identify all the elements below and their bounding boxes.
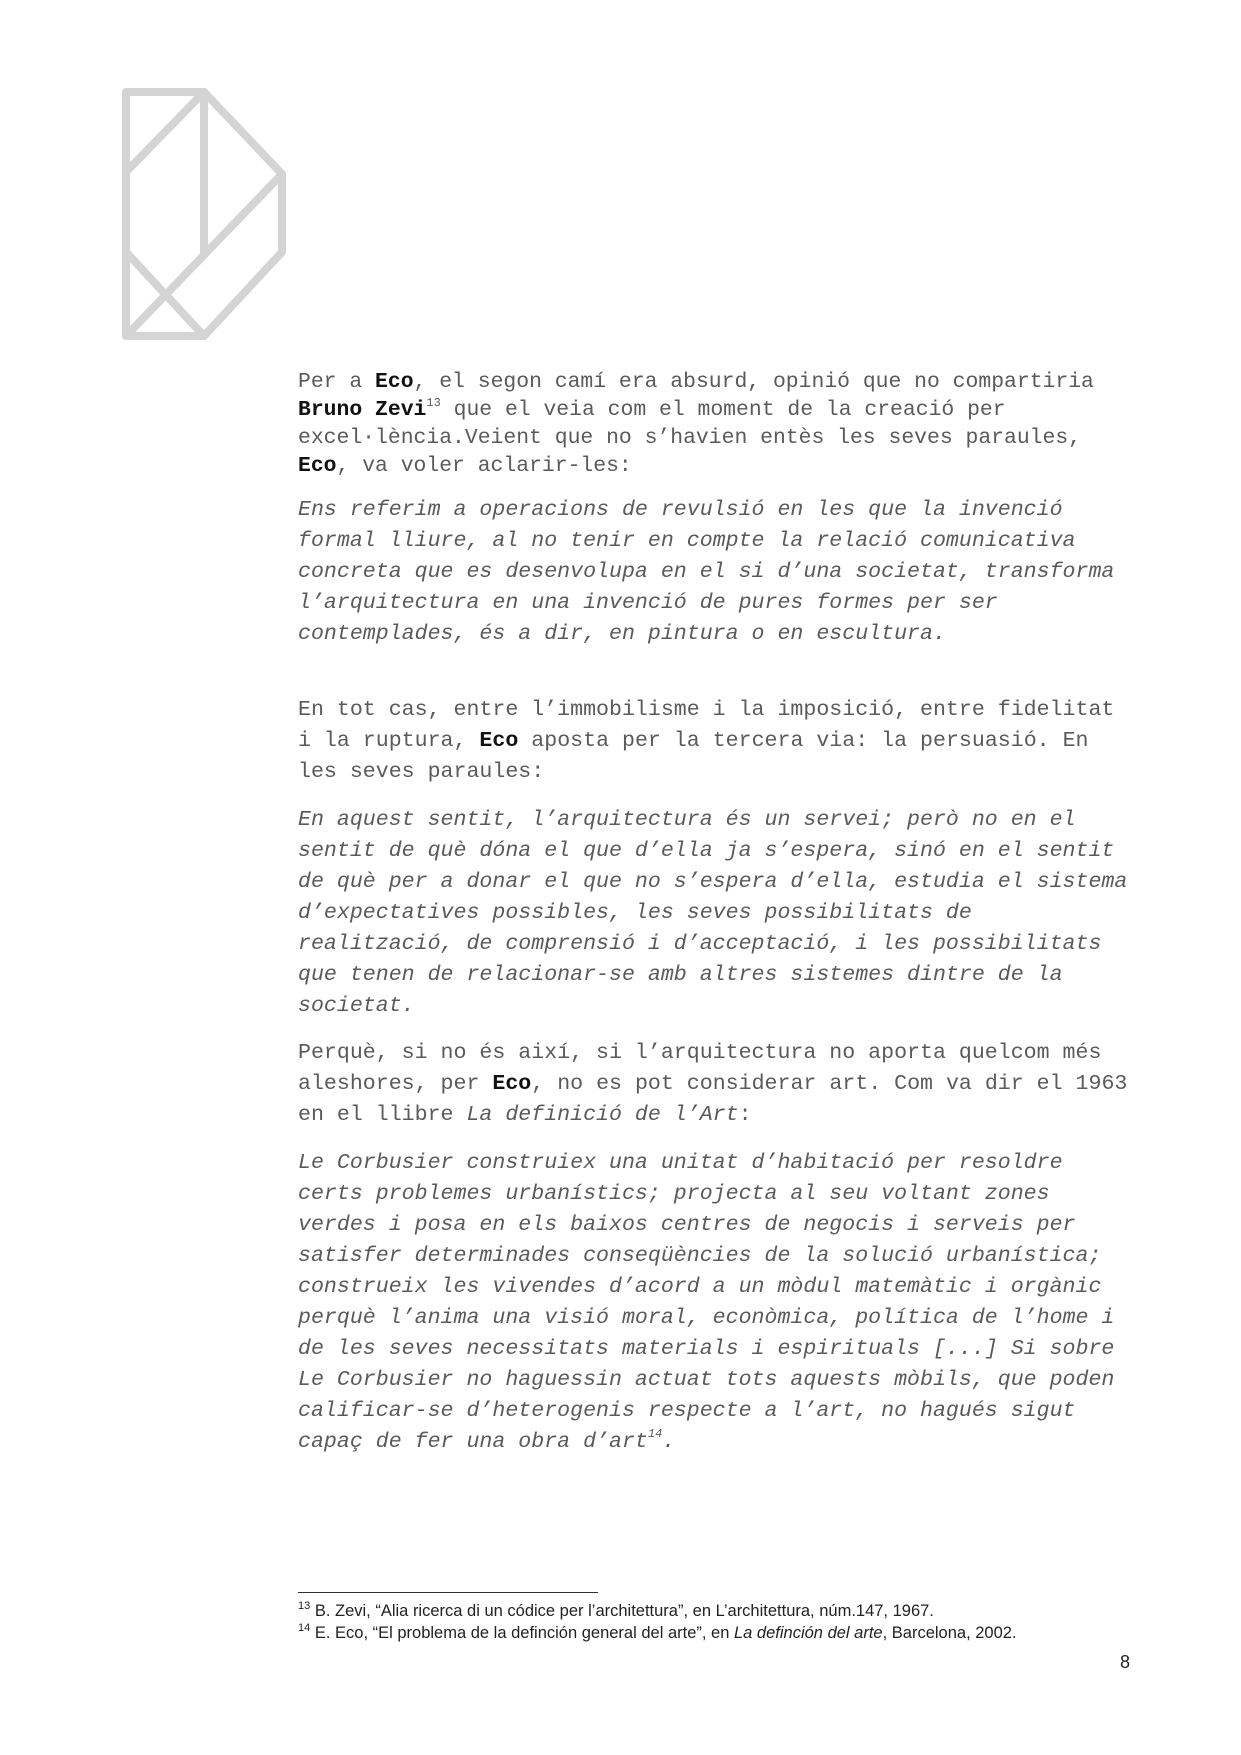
footnote-ref-13[interactable]: 13 — [426, 396, 441, 410]
text-span: En tot cas, entre l’immobilisme i la imposició, entre fidelitat i la ruptura, — [298, 698, 1115, 753]
paragraph-1 — [298, 368, 1130, 480]
footnote-14 — [298, 1622, 1158, 1644]
footnote-number: 13 — [298, 1600, 311, 1612]
bold-bruno-zevi: Bruno Zevi — [298, 398, 427, 422]
paragraph-block-3 — [298, 1038, 1130, 1131]
footnote-number: 14 — [298, 1622, 311, 1634]
quote-block-3 — [298, 1148, 1130, 1458]
logo-mark — [118, 88, 318, 368]
quote-block-1 — [298, 495, 1130, 650]
paragraph-3 — [298, 1038, 1130, 1131]
text-span: , no es pot considerar art. Com va dir el 1963 en el llibre — [298, 1072, 1128, 1127]
footnote-text: B. Zevi, “Alia ricerca di un códice per l’architettura”, en L’architettura, núm.147, 1967. — [310, 1602, 934, 1620]
paragraph-block-2 — [298, 695, 1130, 788]
text-span: , el segon camí era absurd, opinió que no compartiria — [413, 370, 1094, 394]
quote-3 — [298, 1148, 1130, 1458]
paragraph-2 — [298, 695, 1130, 788]
bold-eco: Eco — [479, 729, 519, 753]
main-text — [298, 368, 1130, 480]
footnote-text: , Barcelona, 2002. — [882, 1624, 1017, 1642]
bold-eco: Eco — [298, 454, 337, 478]
footnote-text: E. Eco, “El problema de la definción general del arte”, en — [310, 1624, 734, 1642]
text-span: aposta per la tercera via: la persuasió. En les seves paraules: — [298, 729, 1089, 784]
quote-text: Le Corbusier construiex una unitat d’habitació per resoldre certs problemes urbanístics; projecta al seu voltant zones verdes i posa en els baixos centres de negocis i serveis per satisfer determinades conseqüències de la solució urbanística; construeix les vivendes d’acord a un mòdul matemàtic i orgànic perquè l’anima una visió moral, econòmica, política de l’home i de les seves necessitats materials i espirituals [...] Si sobre Le Corbusier no haguessin actuat tots aquests mòbils, que poden calificar-se d’heterogenis respecte a l’art, no hagués sigut capaç de fer una obra d’art — [298, 1151, 1115, 1454]
text-span: , va voler aclarir-les: — [336, 454, 632, 478]
book-title: La definició de l’Art — [466, 1103, 739, 1127]
footnote-13 — [298, 1600, 1158, 1622]
text-span: Per a — [298, 370, 376, 394]
text-span: . — [662, 1430, 676, 1454]
footnote-ref-14[interactable]: 14 — [647, 1427, 663, 1441]
bold-eco: Eco — [492, 1072, 532, 1096]
quote-1: Ens referim a operacions de revulsió en les que la invenció formal lliure, al no tenir en compte la relació comunicativa concreta que es desenvolupa en el si d’una societat, transforma l’arquitectura en una invenció de pures formes per ser contemplades, és a dir, en pintura o en escultura. — [298, 498, 1115, 646]
quote-2: En aquest sentit, l’arquitectura és un servei; però no en el sentit de què dóna el que d’ella ja s’espera, sinó en el sentit de què per a donar el que no s’espera d’ella, estudia el sistema d’expectatives possibles, les seves possibilitats de realització, de comprensió i d’acceptació, i les possibilitats que tenen de relacionar-se amb altres sistemes dintre de la societat. — [298, 808, 1128, 1018]
footnotes — [298, 1600, 1158, 1644]
footnote-book-title: La definción del arte — [734, 1624, 883, 1642]
page-number: 8 — [1120, 1652, 1131, 1672]
quote-block-2 — [298, 805, 1130, 1022]
text-span: : — [738, 1103, 752, 1127]
text-span: Perquè, si no és així, si l’arquitectura no aporta quelcom més aleshores, per — [298, 1041, 1102, 1096]
text-span: que el veia com el moment de la creació per excel·lència.Veient que no s’havien entès les seves paraules, — [298, 398, 1082, 450]
footnote-divider — [298, 1592, 598, 1593]
bold-eco: Eco — [375, 370, 414, 394]
